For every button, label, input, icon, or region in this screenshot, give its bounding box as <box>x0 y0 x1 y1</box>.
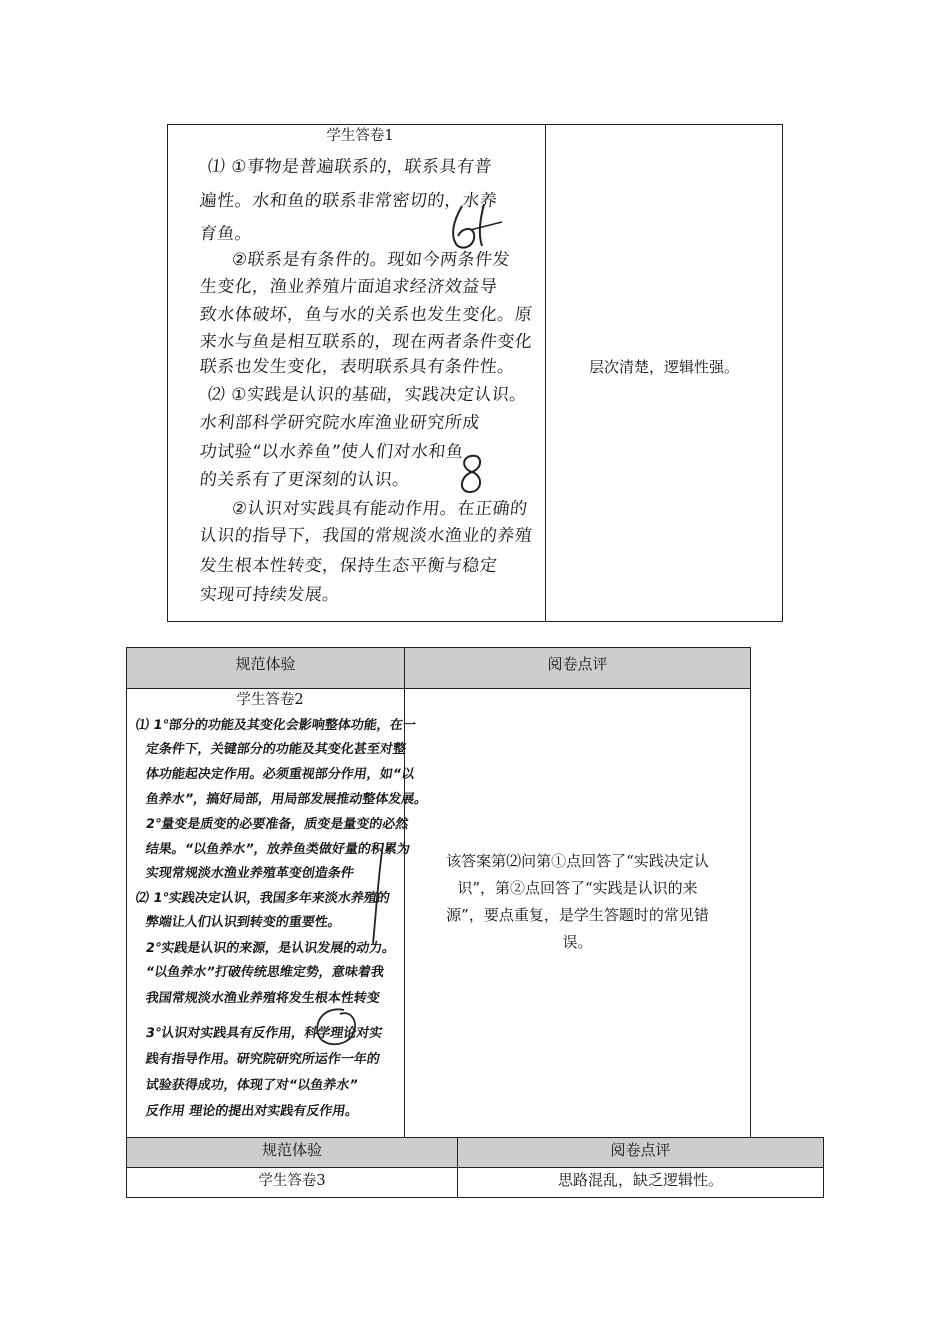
handwriting-line: ⑴ ①事物是普遍联系的，联系具有普 <box>206 157 493 177</box>
review-comment-line: 该答案第⑵问第①点回答了“实践决定认 <box>446 852 709 870</box>
review-comment-line: 识”，第②点回答了“实践是认识的来 <box>457 879 698 897</box>
score-mark-6 <box>440 200 510 260</box>
handwriting-line: 试验获得成功，体现了对“以鱼养水” <box>144 1078 359 1093</box>
handwriting-line: 生变化，渔业养殖片面追求经济效益导 <box>198 277 499 297</box>
score-circle-mark <box>304 1004 364 1054</box>
handwriting-line: 定条件下，关键部分的功能及其变化甚至对整 <box>144 742 407 757</box>
review-comment-2 <box>410 848 745 956</box>
score-mark-8 <box>452 452 492 496</box>
review-comment-line: 误。 <box>562 933 593 951</box>
review-comment-1: 层次清楚，逻辑性强。 <box>588 358 739 376</box>
handwriting-line: 遍性。水和鱼的联系非常密切的，水养 <box>198 191 499 211</box>
handwriting-line: 实现可持续发展。 <box>198 585 341 605</box>
handwriting-line: 育鱼。 <box>198 224 254 244</box>
review-comment-3: 思路混乱，缺乏逻辑性。 <box>557 1171 723 1189</box>
handwriting-line: 结果。“以鱼养水”，放养鱼类做好量的积累为 <box>144 842 411 857</box>
handwriting-line: ②认识对实践具有能动作用。在正确的 <box>230 499 529 519</box>
handwriting-line: 联系也发生变化，表明联系具有条件性。 <box>198 357 516 377</box>
handwriting-line: “以鱼养水”打破传统思维定势，意味着我 <box>144 965 385 980</box>
grader-pen-stroke <box>355 840 405 950</box>
handwriting-line: 体功能起决定作用。必须重视部分作用，如“以 <box>144 767 416 782</box>
table-2-header-right: 阅卷点评 <box>547 655 608 673</box>
handwriting-line: 践有指导作用。研究院研究所运作一年的 <box>144 1052 381 1067</box>
handwriting-line: 弊端让人们认识到转变的重要性。 <box>144 915 342 930</box>
table-1-divider <box>545 124 546 622</box>
handwriting-line: ⑵ 1°实践决定认识，我国多年来淡水养殖的 <box>134 891 391 906</box>
table-3-header-left: 规范体验 <box>261 1141 322 1159</box>
handwriting-line: 实现常规淡水渔业养殖革变创造条件 <box>144 866 355 881</box>
handwriting-line: ⑴ 1°部分的功能及其变化会影响整体功能，在一 <box>134 718 417 733</box>
answer-caption-2: 学生答卷2 <box>236 692 304 708</box>
review-comment-line: 源”，要点重复，是学生答题时的常见错 <box>446 906 709 924</box>
handwriting-line: 我国常规淡水渔业养殖将发生根本性转变 <box>144 991 381 1006</box>
handwriting-line: 致水体破坏，鱼与水的关系也发生变化。原 <box>198 305 534 325</box>
handwriting-line: 2°量变是质变的必要准备，质变是量变的必然 <box>144 817 410 832</box>
handwriting-line: ⑵ ①实践是认识的基础，实践决定认识。 <box>206 385 528 405</box>
handwriting-line: 认识的指导下，我国的常规淡水渔业的养殖 <box>198 526 534 546</box>
handwriting-line: 的关系有了更深刻的认识。 <box>198 470 411 490</box>
handwriting-line: 反作用 理论的提出对实践有反作用。 <box>144 1104 360 1119</box>
handwriting-line: 功试验“以水养鱼”使人们对水和鱼 <box>198 442 465 462</box>
table-2-header-left: 规范体验 <box>235 655 296 673</box>
table-3-header-line <box>126 1167 824 1168</box>
handwriting-line: ②联系是有条件的。现如今两条件发 <box>230 250 512 270</box>
handwriting-line: 2°实践是认识的来源，是认识发展的动力。 <box>144 941 397 956</box>
table-3-header-right: 阅卷点评 <box>610 1141 671 1159</box>
handwriting-line: 3°认识对实践具有反作用，科学理论对实 <box>144 1026 384 1041</box>
handwriting-line: 鱼养水”，搞好局部，用局部发展推动整体发展。 <box>144 792 429 807</box>
handwriting-line: 来水与鱼是相互联系的，现在两者条件变化 <box>198 332 534 352</box>
handwriting-line: 水利部科学研究院水库渔业研究所成 <box>198 413 481 433</box>
answer-caption-1: 学生答卷1 <box>326 128 394 144</box>
handwriting-line: 发生根本性转变，保持生态平衡与稳定 <box>198 556 499 576</box>
answer-caption-3: 学生答卷3 <box>258 1173 326 1189</box>
